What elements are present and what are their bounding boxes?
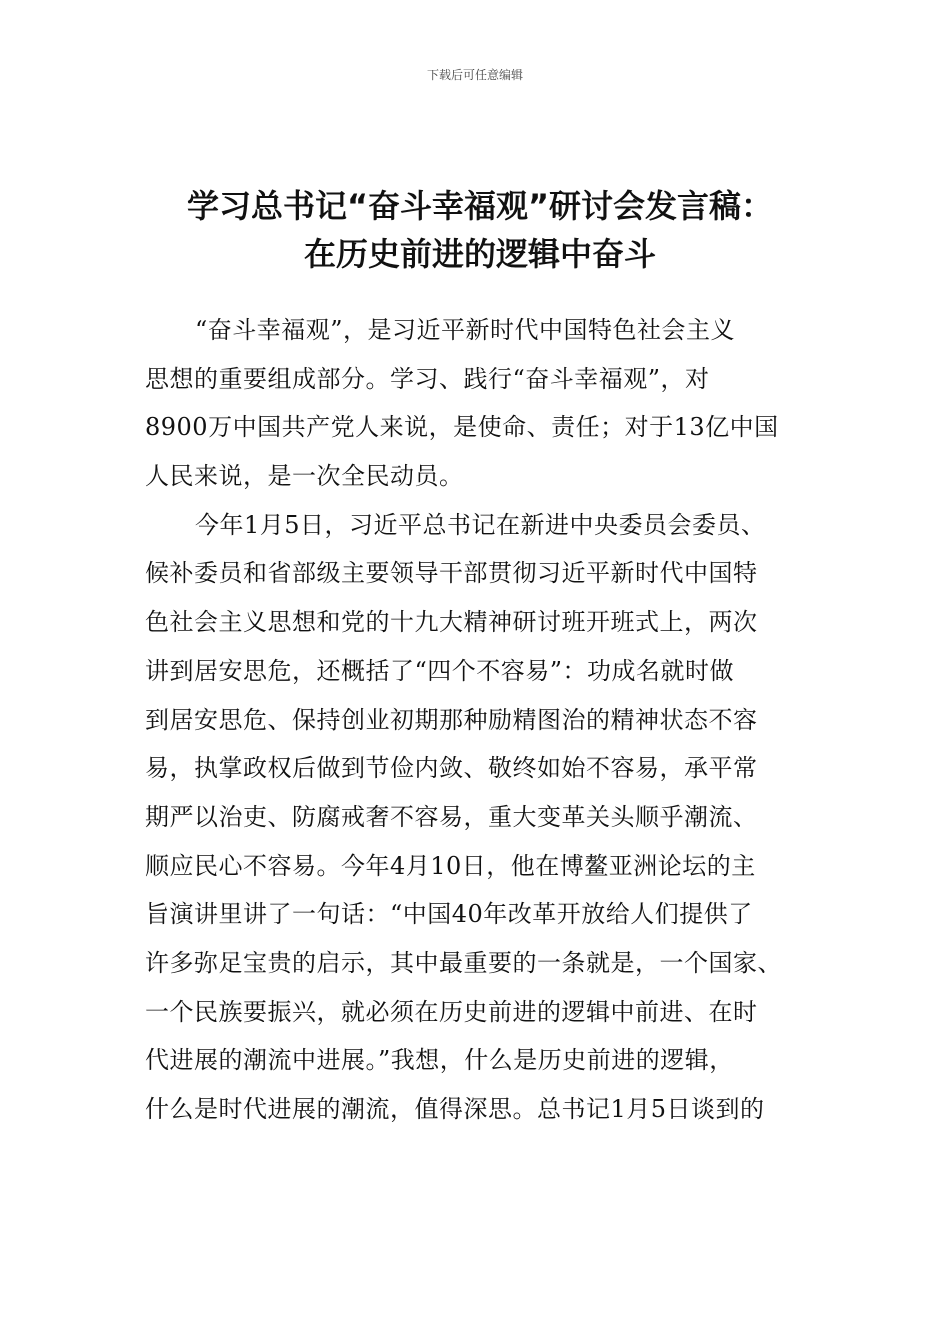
title-line-2: 在历史前进的逻辑中奋斗 bbox=[303, 235, 656, 273]
document-title bbox=[140, 182, 820, 278]
text-line: 讲到居安思危，还概括了“四个不容易”：功成名就时做 bbox=[145, 656, 735, 685]
title-line-1: 学习总书记“奋斗幸福观”研讨会发言稿： bbox=[186, 187, 774, 225]
text-line: 色社会主义思想和党的十九大精神研讨班开班式上，两次 bbox=[145, 608, 758, 637]
text-line: 旨演讲里讲了一句话：“中国40年改革开放给人们提供了 bbox=[145, 900, 753, 929]
text-line: 许多弥足宝贵的启示，其中最重要的一条就是，一个国家、 bbox=[145, 948, 782, 977]
text-line: “奋斗幸福观”，是习近平新时代中国特色社会主义 bbox=[195, 316, 736, 344]
text-line: 到居安思危、保持创业初期那种励精图治的精神状态不容 bbox=[145, 705, 758, 734]
text-line: 期严以治吏、防腐戒奢不容易，重大变革关头顺乎潮流、 bbox=[145, 802, 758, 831]
body-text bbox=[145, 306, 810, 1134]
text-line: 今年1月5日，习近平总书记在新进中央委员会委员、 bbox=[195, 510, 766, 539]
text-line: 人民来说，是一次全民动员。 bbox=[145, 462, 464, 491]
text-line: 候补委员和省部级主要领导干部贯彻习近平新时代中国特 bbox=[145, 559, 758, 588]
text-line: 易，执掌政权后做到节俭内敛、敬终如始不容易，承平常 bbox=[145, 754, 758, 783]
text-line: 8900万中国共产党人来说，是使命、责任；对于13亿中国 bbox=[145, 413, 779, 442]
text-line: 思想的重要组成部分。学习、践行“奋斗幸福观”，对 bbox=[145, 364, 710, 393]
text-line: 什么是时代进展的潮流，值得深思。总书记1月5日谈到的 bbox=[145, 1095, 765, 1123]
text-line: 一个民族要振兴，就必须在历史前进的逻辑中前进、在时 bbox=[145, 997, 758, 1026]
text-line: 代进展的潮流中进展。”我想，什么是历史前进的逻辑， bbox=[145, 1046, 734, 1075]
header-note: 下载后可任意编辑 bbox=[426, 68, 523, 82]
text-line: 顺应民心不容易。今年4月10日，他在博鳌亚洲论坛的主 bbox=[145, 851, 756, 880]
